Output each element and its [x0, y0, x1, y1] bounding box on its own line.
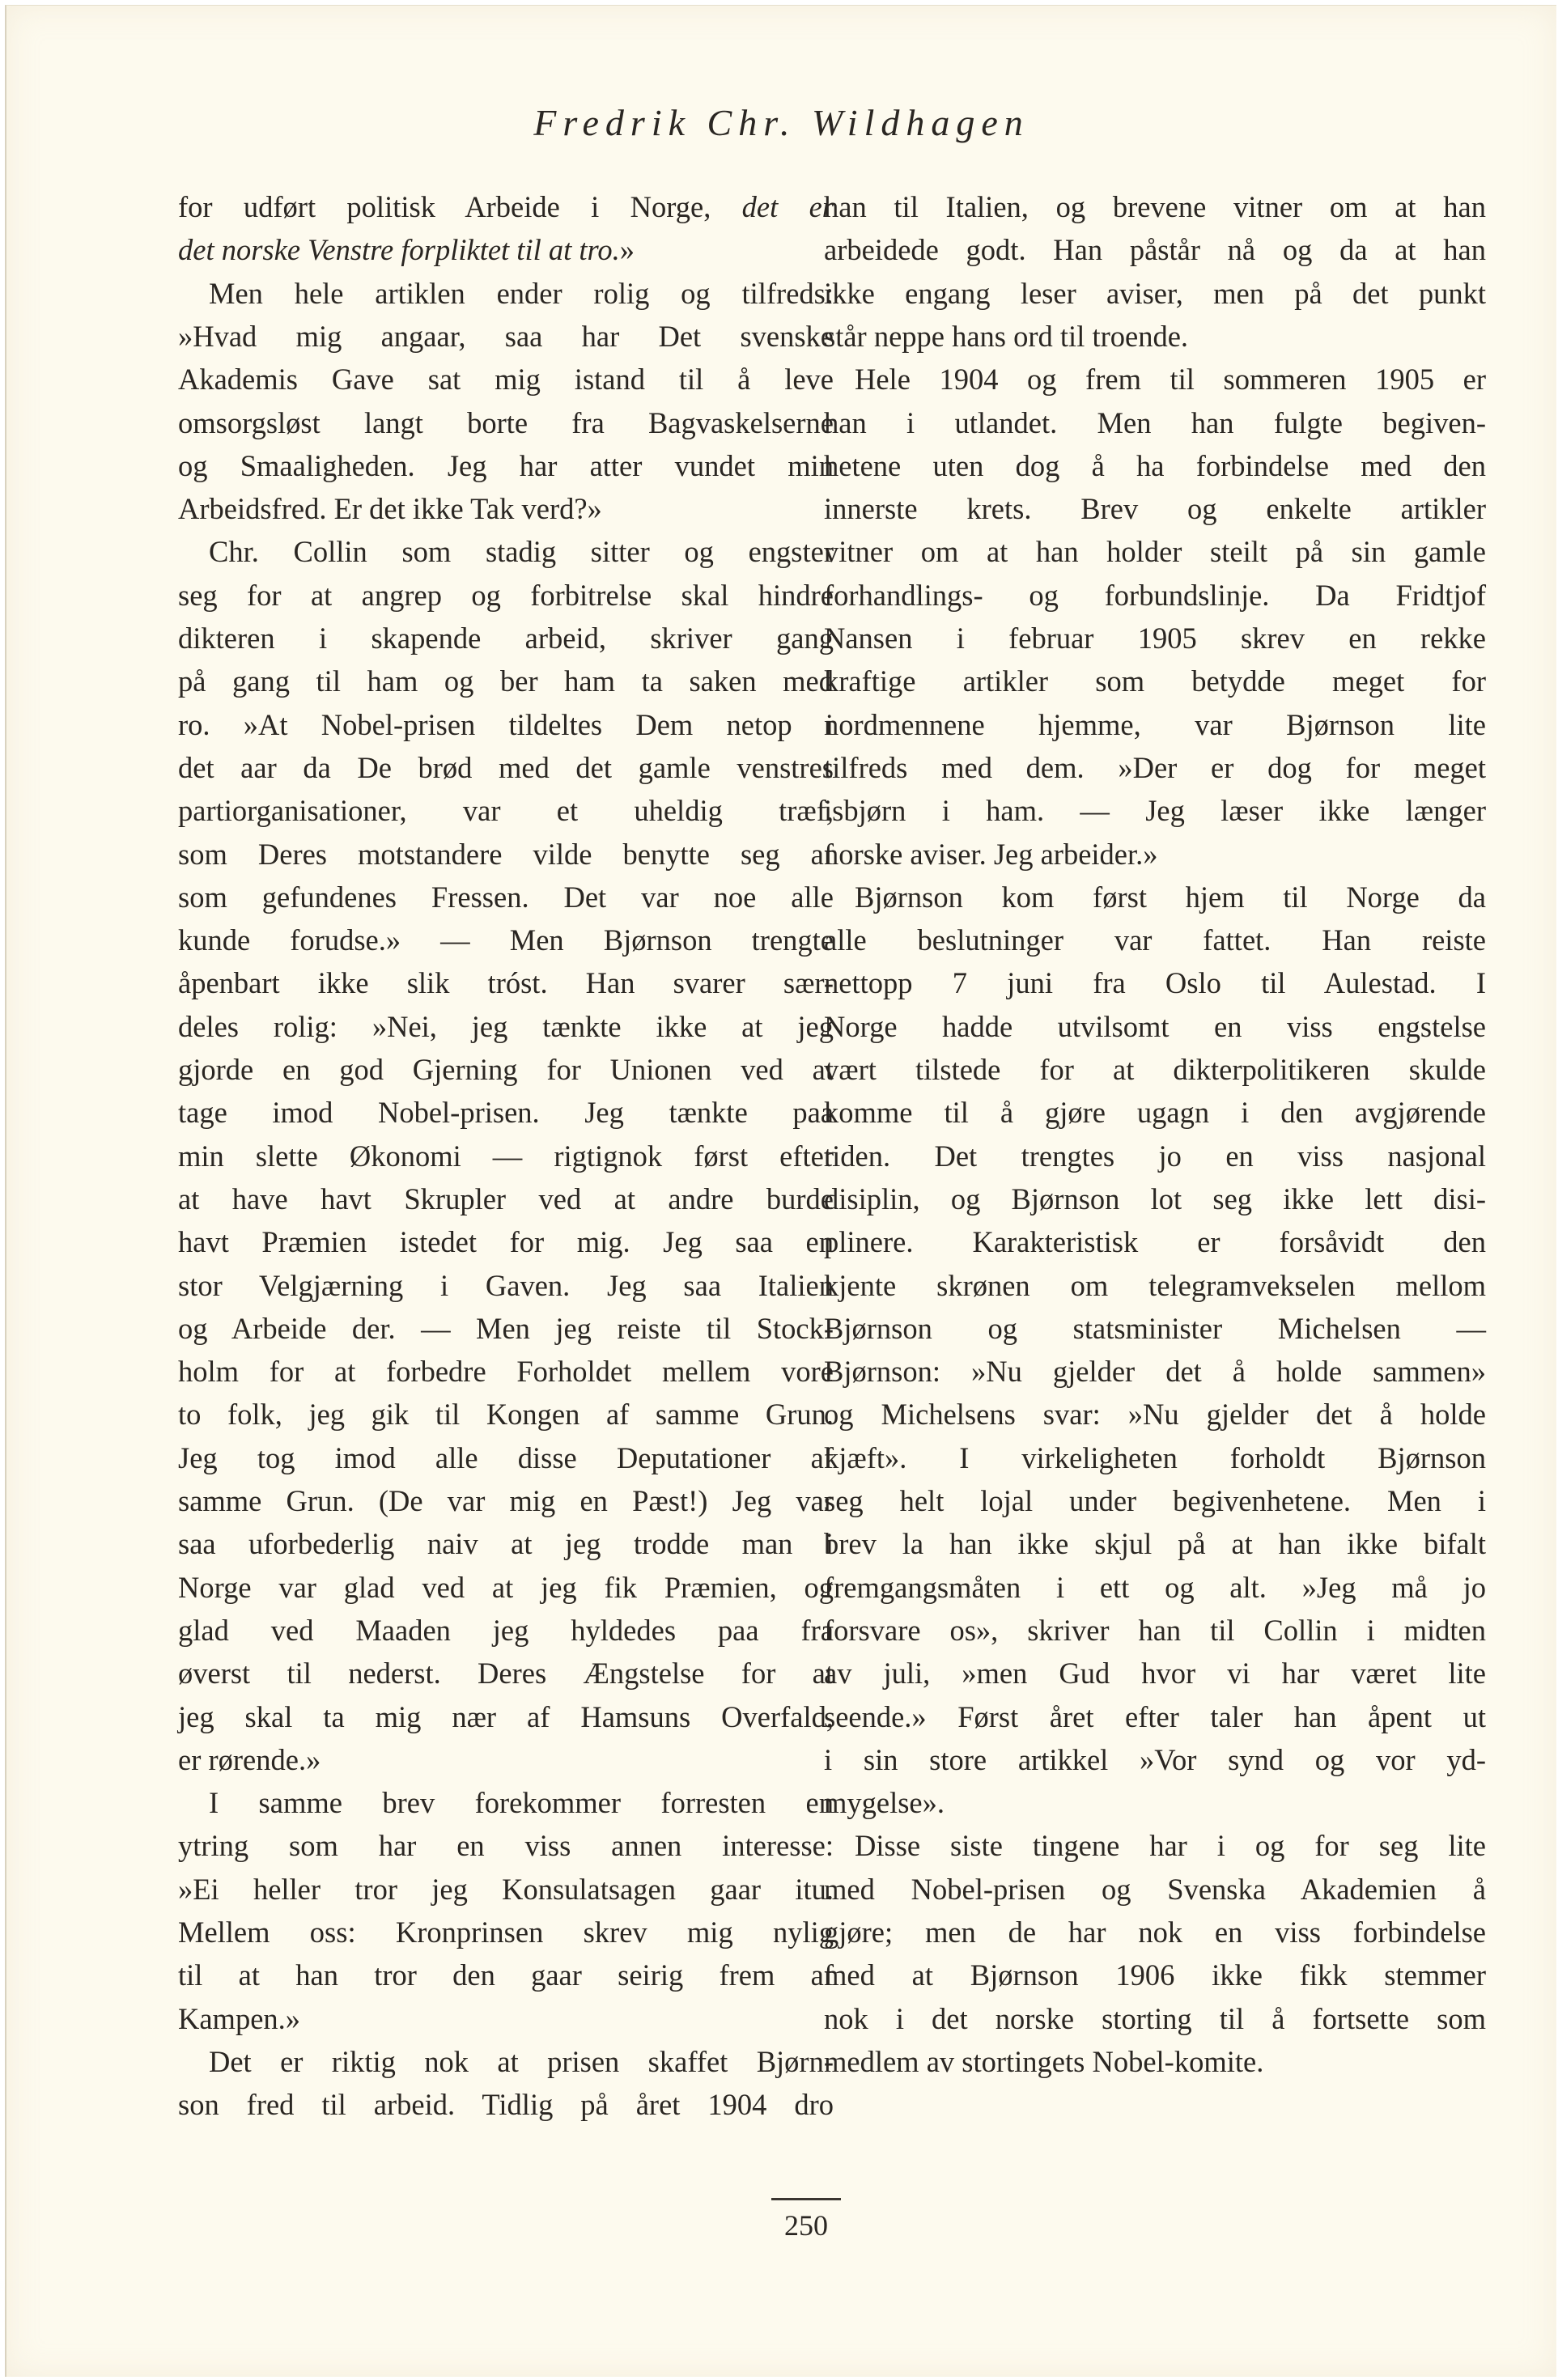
text-line	[178, 1182, 834, 1217]
text-line	[824, 1828, 1486, 1864]
text-segment: innerste krets. Brev og enkelte artikler	[824, 492, 1486, 526]
text-segment: stor Velgjærning i Gaven. Jeg saa Italien	[178, 1268, 834, 1302]
text-line	[178, 362, 834, 397]
text-line	[824, 534, 1486, 570]
text-segment: disiplin, og Bjørnson lot seg ikke lett disi-	[824, 1182, 1486, 1215]
text-segment: I samme brev forekommer forresten en	[209, 1786, 834, 1820]
text-segment: som Deres motstandere vilde benytte seg af	[178, 837, 834, 871]
text-segment: gjøre; men de har nok en viss forbindelse	[824, 1915, 1486, 1949]
text-segment: Jeg tog imod alle disse Deputationer af	[178, 1440, 834, 1474]
text-segment: for udført politisk Arbeide i Norge,	[178, 190, 742, 223]
text-line	[178, 319, 834, 354]
text-line	[824, 319, 1486, 354]
text-segment: kjente skrønen om telegramvekselen mellom	[824, 1268, 1486, 1302]
text-segment: kjæft». I virkeligheten forholdt Bjørnson	[824, 1440, 1486, 1474]
text-line	[824, 1958, 1486, 1993]
text-segment: medlem av stortingets Nobel-komite.	[824, 2044, 1264, 2078]
text-segment: Nansen i februar 1905 skrev en rekke	[824, 622, 1486, 655]
text-segment: Det er riktig nok at prisen skaffet Bjørn-	[209, 2044, 834, 2078]
text-line	[178, 965, 834, 1001]
text-line	[178, 578, 834, 613]
text-segment: vært tilstede for at dikterpolitikeren skulde	[824, 1053, 1486, 1086]
text-segment: »	[619, 233, 635, 267]
text-segment: seg helt lojal under begivenhetene. Men i	[824, 1484, 1486, 1517]
text-segment: vitner om at han holder steilt på sin gamle	[824, 535, 1486, 569]
text-segment: og Arbeide der. — Men jeg reiste til Stock-	[178, 1311, 834, 1345]
text-line	[178, 2087, 834, 2123]
text-segment: arbeidede godt. Han påstår nå og da at han	[824, 233, 1486, 267]
text-segment: kunde forudse.» — Men Bjørnson trengte	[178, 923, 834, 957]
text-line	[178, 1139, 834, 1174]
text-line	[824, 2001, 1486, 2037]
italic-text: det norske Venstre forpliktet til at tro.	[178, 233, 620, 267]
text-line	[178, 1268, 834, 1304]
text-line	[178, 923, 834, 958]
text-line	[178, 1009, 834, 1045]
text-line	[824, 1699, 1486, 1735]
text-line	[824, 1224, 1486, 1260]
text-line	[824, 232, 1486, 268]
text-line	[178, 405, 834, 441]
text-line	[824, 1785, 1486, 1821]
text-segment: på gang til ham og ber ham ta saken med	[178, 664, 834, 698]
text-segment: at have havt Skrupler ved at andre burde	[178, 1182, 834, 1215]
text-segment: saa uforbederlig naiv at jeg trodde man i	[178, 1527, 834, 1561]
text-line	[824, 189, 1486, 225]
text-segment: isbjørn i ham. — Jeg læser ikke længer	[824, 794, 1486, 828]
text-segment: av juli, »men Gud hvor vi har været lite	[824, 1657, 1486, 1691]
text-segment: son fred til arbeid. Tidlig på året 1904 dro	[178, 2088, 834, 2122]
text-line	[824, 923, 1486, 958]
text-line	[178, 1526, 834, 1562]
text-line	[824, 448, 1486, 484]
text-line	[178, 1785, 834, 1821]
text-segment: med at Bjørnson 1906 ikke fikk stemmer	[824, 1958, 1486, 1992]
text-segment: min slette Økonomi — rigtignok først efter	[178, 1139, 834, 1173]
text-segment: med Nobel-prisen og Svenska Akademien å	[824, 1872, 1486, 1906]
text-line	[824, 880, 1486, 915]
text-segment: Arbeidsfred. Er det ikke Tak verd?»	[178, 492, 602, 526]
text-line	[824, 1872, 1486, 1907]
text-line	[178, 534, 834, 570]
text-segment: »Hvad mig angaar, saa har Det svenske	[178, 319, 834, 353]
text-line	[178, 232, 834, 268]
text-segment: han til Italien, og brevene vitner om at han	[824, 190, 1486, 223]
text-segment: Mellem oss: Kronprinsen skrev mig nylig	[178, 1915, 834, 1949]
text-segment: som gefundenes Fressen. Det var noe alle	[178, 880, 834, 914]
text-line	[824, 664, 1486, 699]
text-line	[178, 276, 834, 312]
text-line	[824, 1139, 1486, 1174]
text-line	[178, 880, 834, 915]
text-line	[824, 1397, 1486, 1432]
text-line	[178, 1311, 834, 1347]
text-segment: det aar da De brød med det gamle venstres	[178, 750, 834, 784]
text-line	[178, 2044, 834, 2080]
text-line	[824, 1182, 1486, 1217]
text-line	[178, 1828, 834, 1864]
text-line	[824, 1354, 1486, 1389]
text-segment: Norge var glad ved at jeg fik Præmien, og	[178, 1570, 834, 1604]
text-segment: mygelse».	[824, 1786, 945, 1820]
text-line	[824, 1095, 1486, 1131]
text-segment: ro. »At Nobel-prisen tildeltes Dem netop i	[178, 707, 834, 741]
text-segment: omsorgsløst langt borte fra Bagvaskelserne	[178, 405, 834, 439]
text-segment: nordmennene hjemme, var Bjørnson lite	[824, 707, 1486, 741]
folio-rule	[771, 2198, 841, 2200]
text-line	[824, 1440, 1486, 1476]
text-segment: jeg skal ta mig nær af Hamsuns Overfald,	[178, 1699, 834, 1733]
text-segment: plinere. Karakteristisk er forsåvidt den	[824, 1225, 1486, 1259]
text-segment: forhandlings- og forbundslinje. Da Fridtjof	[824, 578, 1486, 612]
text-segment: i sin store artikkel »Vor synd og vor yd-	[824, 1742, 1486, 1776]
text-line	[178, 1872, 834, 1907]
text-segment: nok i det norske storting til å fortsette som	[824, 2001, 1486, 2035]
text-segment: står neppe hans ord til troende.	[824, 319, 1189, 353]
text-segment: ytring som har en viss annen interesse:	[178, 1829, 834, 1863]
text-line	[824, 793, 1486, 829]
text-line	[178, 664, 834, 699]
text-line	[178, 837, 834, 872]
text-line	[178, 621, 834, 656]
text-line	[178, 1354, 834, 1389]
text-segment: seg for at angrep og forbitrelse skal hindre	[178, 578, 834, 612]
text-line	[824, 1570, 1486, 1606]
text-segment: Disse siste tingene har i og for seg lite	[855, 1829, 1486, 1863]
book-page	[5, 5, 1556, 2377]
text-line	[824, 1009, 1486, 1045]
text-line	[178, 793, 834, 829]
text-segment: tage imod Nobel-prisen. Jeg tænkte paa	[178, 1096, 834, 1130]
running-head: Fredrik Chr. Wildhagen	[533, 102, 1029, 143]
text-line	[824, 405, 1486, 441]
text-segment: forsvare os», skriver han til Collin i midten	[824, 1613, 1486, 1647]
text-line	[824, 1613, 1486, 1648]
text-segment: samme Grun. (De var mig en Pæst!) Jeg var	[178, 1484, 834, 1517]
text-line	[824, 276, 1486, 312]
text-segment: Bjørnson: »Nu gjelder det å holde sammen»	[824, 1355, 1486, 1389]
text-segment: Bjørnson og statsminister Michelsen —	[824, 1311, 1486, 1345]
text-segment: holm for at forbedre Forholdet mellem vore	[178, 1355, 834, 1389]
text-segment: havt Præmien istedet for mig. Jeg saa en	[178, 1225, 834, 1259]
text-line	[178, 1440, 834, 1476]
text-line	[178, 1483, 834, 1519]
text-segment: kraftige artikler som betydde meget for	[824, 664, 1486, 698]
text-line	[178, 1742, 834, 1778]
text-line	[178, 2001, 834, 2037]
text-segment: Kampen.»	[178, 2001, 301, 2035]
text-segment: Bjørnson kom først hjem til Norge da	[855, 880, 1486, 914]
page-number: 250	[784, 2209, 828, 2242]
text-line	[178, 1095, 834, 1131]
text-segment: to folk, jeg gik til Kongen af samme Grun.	[178, 1398, 834, 1432]
text-segment: brev la han ikke skjul på at han ikke bifalt	[824, 1527, 1486, 1561]
text-segment: alle beslutninger var fattet. Han reiste	[824, 923, 1486, 957]
text-line	[178, 707, 834, 743]
text-line	[824, 837, 1486, 872]
text-segment: tiden. Det trengtes jo en viss nasjonal	[824, 1139, 1486, 1173]
text-line	[824, 362, 1486, 397]
text-segment: hetene uten dog å ha forbindelse med den	[824, 448, 1486, 482]
text-line	[178, 1656, 834, 1691]
text-segment: åpenbart ikke slik tróst. Han svarer sær-	[178, 966, 834, 1000]
text-line	[824, 1052, 1486, 1088]
text-line	[178, 1699, 834, 1735]
text-segment: og Smaaligheden. Jeg har atter vundet min	[178, 448, 834, 482]
text-segment: ikke engang leser aviser, men på det punkt	[824, 276, 1486, 310]
text-segment: han i utlandet. Men han fulgte begiven-	[824, 405, 1486, 439]
text-line	[824, 578, 1486, 613]
text-segment: er rørende.»	[178, 1742, 321, 1776]
text-segment: »Ei heller tror jeg Konsulatsagen gaar itu.	[178, 1872, 834, 1906]
text-segment: Hele 1904 og frem til sommeren 1905 er	[855, 363, 1486, 397]
text-line	[178, 750, 834, 786]
text-segment: øverst til nederst. Deres Ængstelse for at	[178, 1657, 834, 1691]
text-segment: komme til å gjøre ugagn i den avgjørende	[824, 1096, 1486, 1130]
text-segment: deles rolig: »Nei, jeg tænkte ikke at jeg	[178, 1009, 834, 1043]
text-segment: seende.» Først året efter taler han åpent ut	[824, 1699, 1486, 1733]
text-line	[178, 1397, 834, 1432]
text-line	[178, 189, 834, 225]
text-line	[824, 1268, 1486, 1304]
text-segment: glad ved Maaden jeg hyldedes paa fra	[178, 1613, 834, 1647]
text-line	[178, 491, 834, 527]
text-line	[178, 1052, 834, 1088]
text-line	[178, 1570, 834, 1606]
text-segment: gjorde en god Gjerning for Unionen ved at	[178, 1053, 834, 1086]
text-line	[178, 1224, 834, 1260]
text-segment: fremgangsmåten i ett og alt. »Jeg må jo	[824, 1570, 1486, 1604]
text-line	[824, 621, 1486, 656]
text-line	[824, 750, 1486, 786]
text-segment: Norge hadde utvilsomt en viss engstelse	[824, 1009, 1486, 1043]
text-segment: Men hele artiklen ender rolig og tilfreds:	[209, 276, 834, 310]
text-line	[178, 1958, 834, 1993]
text-segment: og Michelsens svar: »Nu gjelder det å holde	[824, 1398, 1486, 1432]
text-segment: nettopp 7 juni fra Oslo til Aulestad. I	[824, 966, 1486, 1000]
text-line	[178, 1915, 834, 1950]
text-line	[824, 1656, 1486, 1691]
text-segment: Akademis Gave sat mig istand til å leve	[178, 363, 834, 397]
text-line	[824, 1483, 1486, 1519]
text-line	[824, 707, 1486, 743]
text-line	[824, 1742, 1486, 1778]
text-line	[178, 448, 834, 484]
text-segment: norske aviser. Jeg arbeider.»	[824, 837, 1158, 871]
text-line	[824, 1311, 1486, 1347]
italic-text: det er	[741, 190, 834, 223]
text-segment: tilfreds med dem. »Der er dog for meget	[824, 750, 1486, 784]
text-line	[824, 491, 1486, 527]
text-segment: til at han tror den gaar seirig frem af	[178, 1958, 834, 1992]
text-line	[824, 1526, 1486, 1562]
text-segment: partiorganisationer, var et uheldig træf,	[178, 794, 834, 828]
text-line	[824, 965, 1486, 1001]
text-segment: Chr. Collin som stadig sitter og engster	[209, 535, 834, 569]
text-segment: dikteren i skapende arbeid, skriver gang	[178, 622, 834, 655]
text-line	[824, 2044, 1486, 2080]
text-line	[824, 1915, 1486, 1950]
text-line	[178, 1613, 834, 1648]
